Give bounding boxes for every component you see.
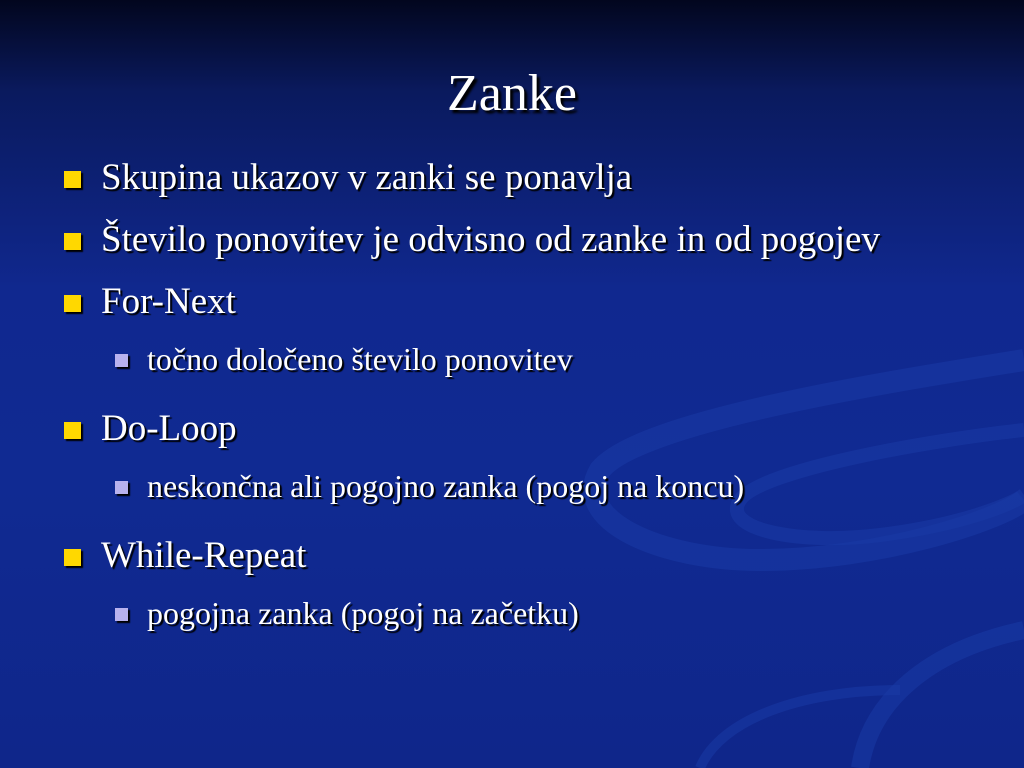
lavender-square-bullet-icon — [115, 481, 128, 494]
bullet-list — [64, 150, 944, 655]
lavender-square-bullet-icon — [115, 608, 128, 621]
bullet-text: Število ponovitev je odvisno od zanke in od pogojev — [101, 219, 880, 260]
bullet-text: Do-Loop — [101, 408, 237, 449]
bullet-text: Skupina ukazov v zanki se ponavlja — [101, 157, 633, 198]
yellow-square-bullet-icon — [64, 549, 81, 566]
bullet-text: For-Next — [101, 281, 236, 322]
yellow-square-bullet-icon — [64, 295, 81, 312]
bullet-text: While-Repeat — [101, 535, 307, 576]
slide-title: Zanke — [447, 65, 577, 122]
bullet-item — [64, 212, 944, 268]
yellow-square-bullet-icon — [64, 233, 81, 250]
sub-bullet-text: neskončna ali pogojno zanka (pogoj na koncu) — [147, 468, 745, 504]
sub-bullet-text: pogojna zanka (pogoj na začetku) — [147, 595, 579, 631]
yellow-square-bullet-icon — [64, 171, 81, 188]
yellow-square-bullet-icon — [64, 422, 81, 439]
bullet-item — [64, 401, 944, 457]
lavender-square-bullet-icon — [115, 354, 128, 367]
bullet-item — [64, 274, 944, 330]
bullet-item — [64, 150, 944, 206]
bullet-item — [64, 528, 944, 584]
sub-bullet-item — [115, 336, 944, 383]
sub-bullet-item — [115, 463, 944, 510]
sub-bullet-text: točno določeno število ponovitev — [147, 341, 573, 377]
sub-bullet-item — [115, 590, 944, 637]
